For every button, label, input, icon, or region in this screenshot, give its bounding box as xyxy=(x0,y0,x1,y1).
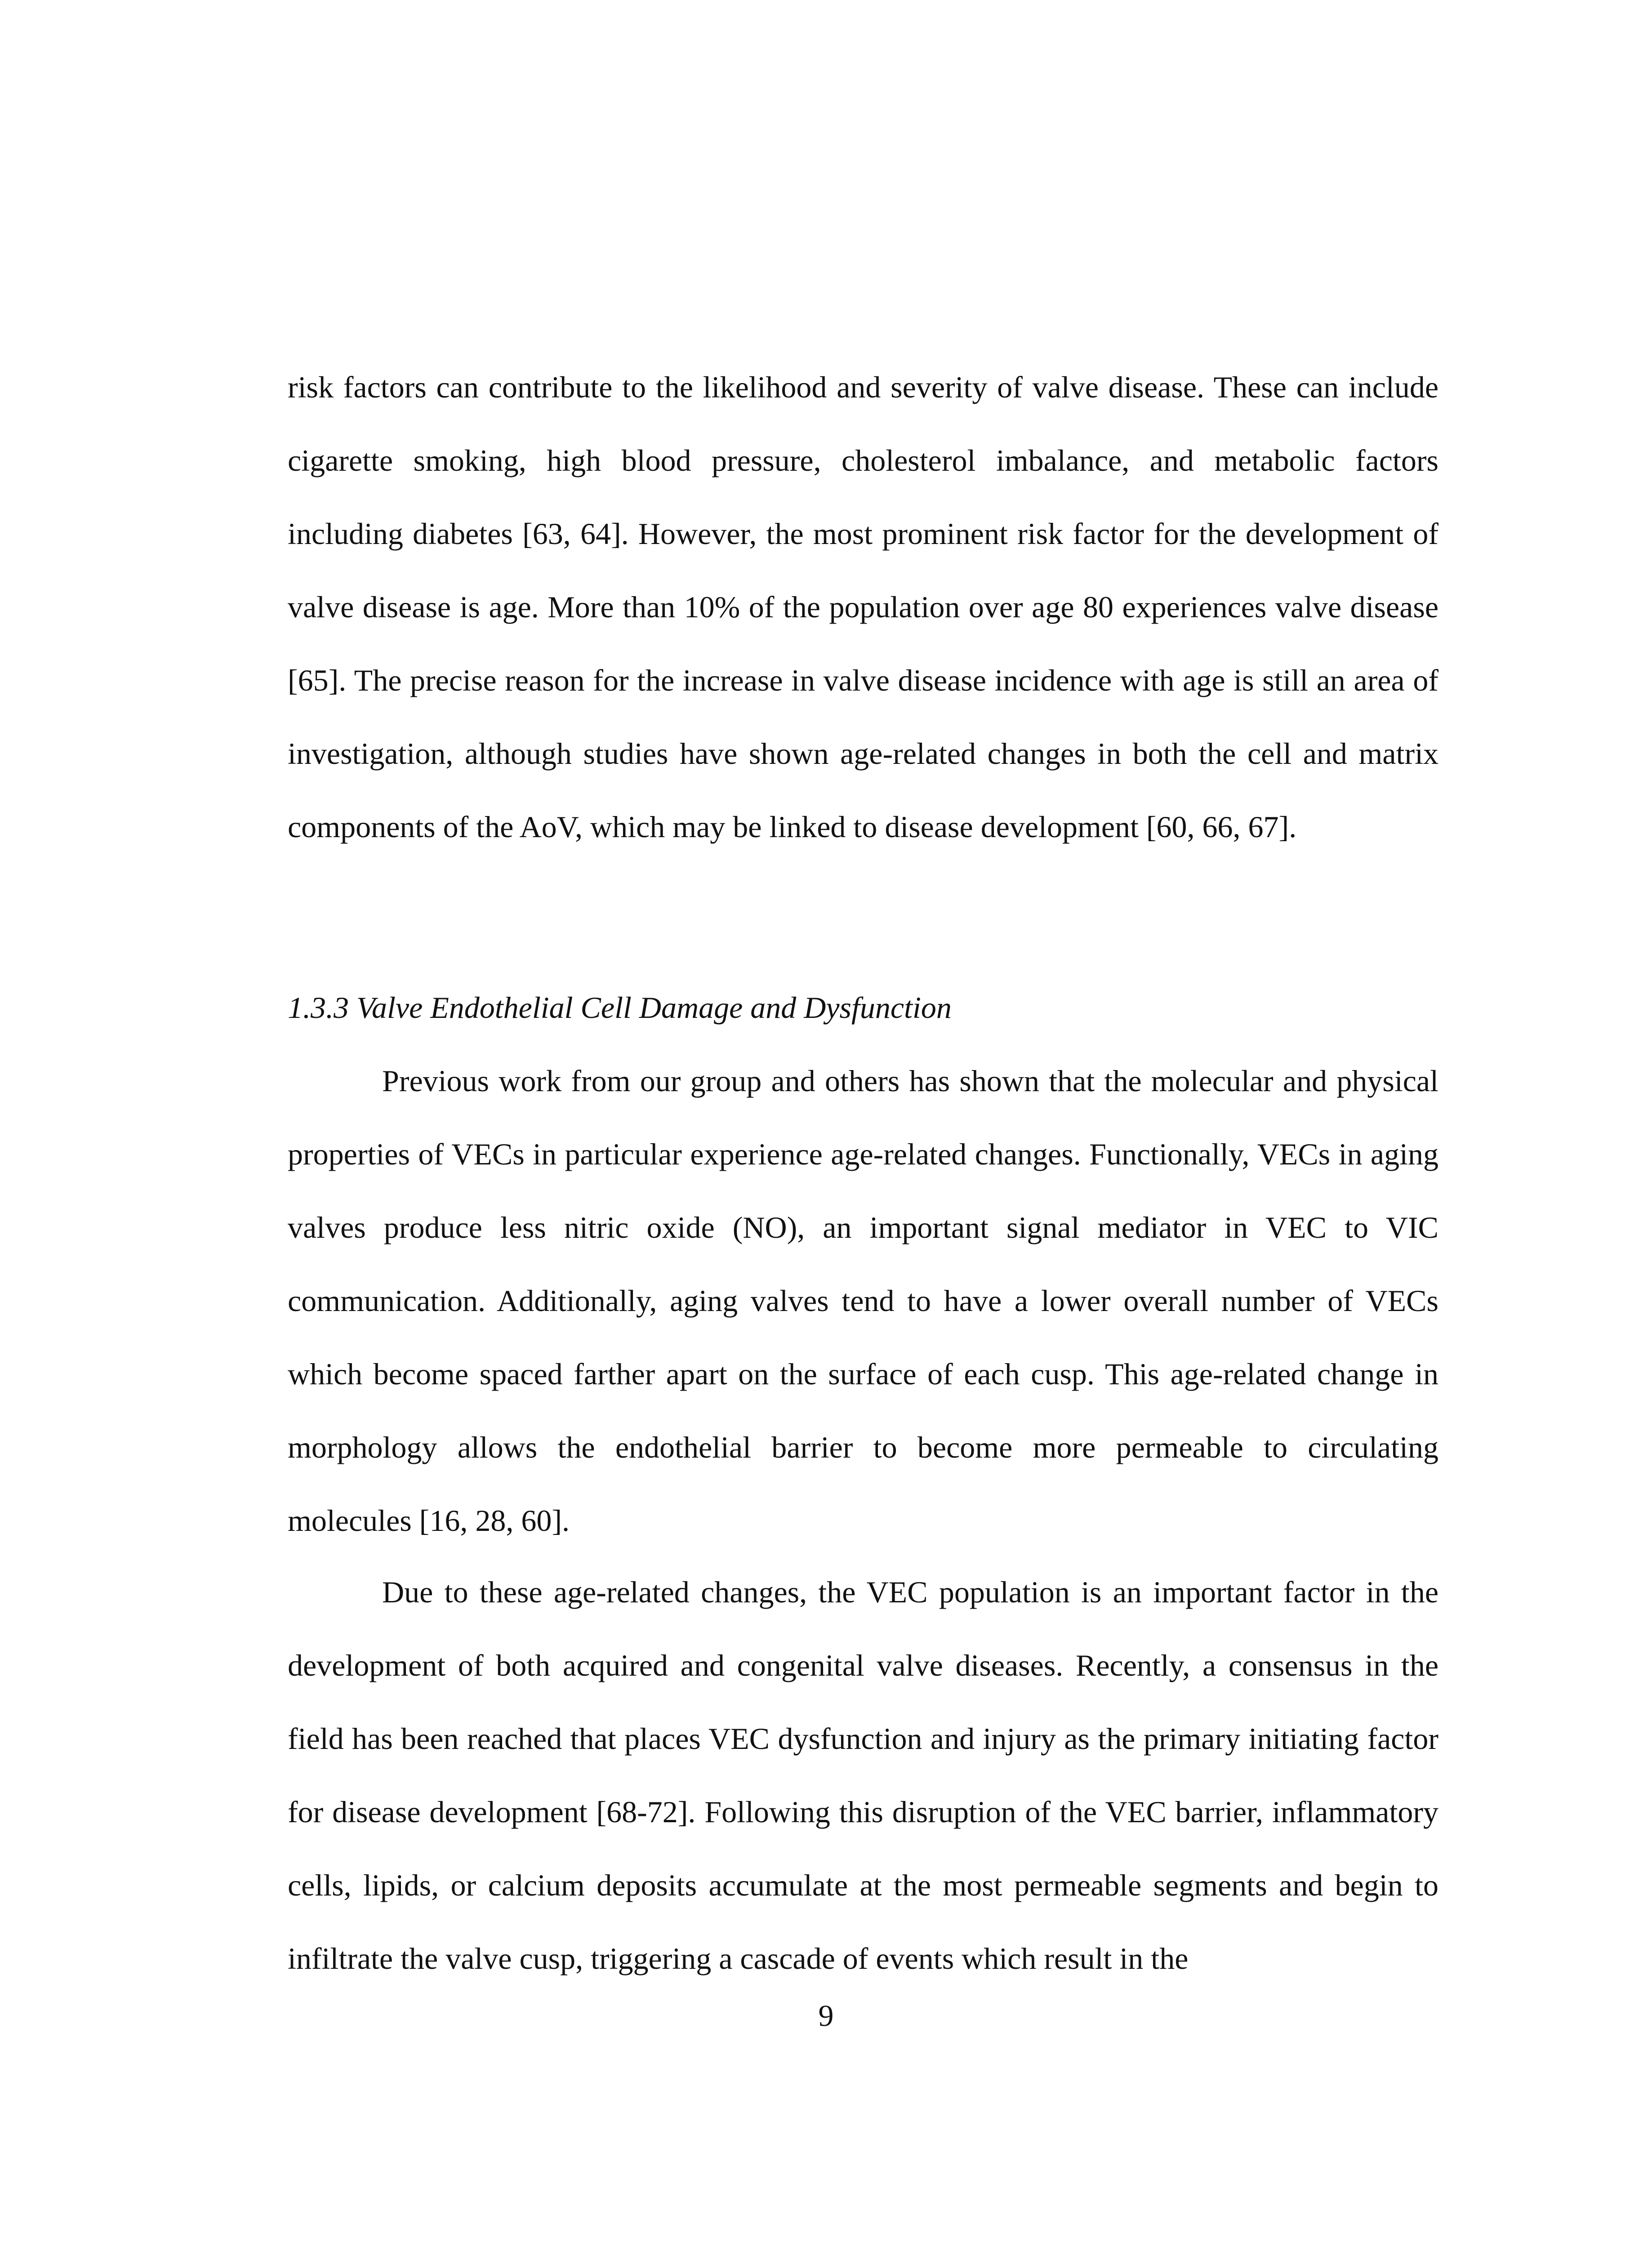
body-text-section xyxy=(288,1556,1438,1995)
section-heading: 1.3.3 Valve Endothelial Cell Damage and Dysfunction xyxy=(288,990,952,1025)
paragraph: Previous work from our group and others has shown that the molecular and physical properties of VECs in particular experience age-related changes. Functionally, VECs in aging valves produce less nitric oxide (NO), an important signal mediator in VEC to VIC communication. Additionally, aging valves tend to have a lower overall number of VECs which become spaced farther apart on the surface of each cusp. This age-related change in morphology allows the endothelial barrier to become more permeable to circulating molecules [16, 28, 60]. xyxy=(288,1064,1438,1538)
body-text-section xyxy=(288,1044,1438,1557)
paragraph: risk factors can contribute to the likelihood and severity of valve disease. These can include cigarette smoking, high blood pressure, cholesterol imbalance, and metabolic factors including diabetes [63, 64]. However, the most prominent risk factor for the development of valve disease is age. More than 10% of the population over age 80 experiences valve disease [65]. The precise reason for the increase in valve disease incidence with age is still an area of investigation, although studies have shown age-related changes in both the cell and matrix components of the AoV, which may be linked to disease development [60, 66, 67]. xyxy=(288,370,1438,844)
page-number: 9 xyxy=(818,1998,834,2033)
paragraph: Due to these age-related changes, the VEC population is an important factor in the development of both acquired and congenital valve diseases. Recently, a consensus in the field has been reached that places VEC dysfunction and injury as the primary initiating factor for disease development [68-72]. Following this disruption of the VEC barrier, inflammatory cells, lipids, or calcium deposits accumulate at the most permeable segments and begin to infiltrate the valve cusp, triggering a cascade of events which result in the xyxy=(288,1575,1438,1976)
body-text-continued xyxy=(288,351,1438,864)
